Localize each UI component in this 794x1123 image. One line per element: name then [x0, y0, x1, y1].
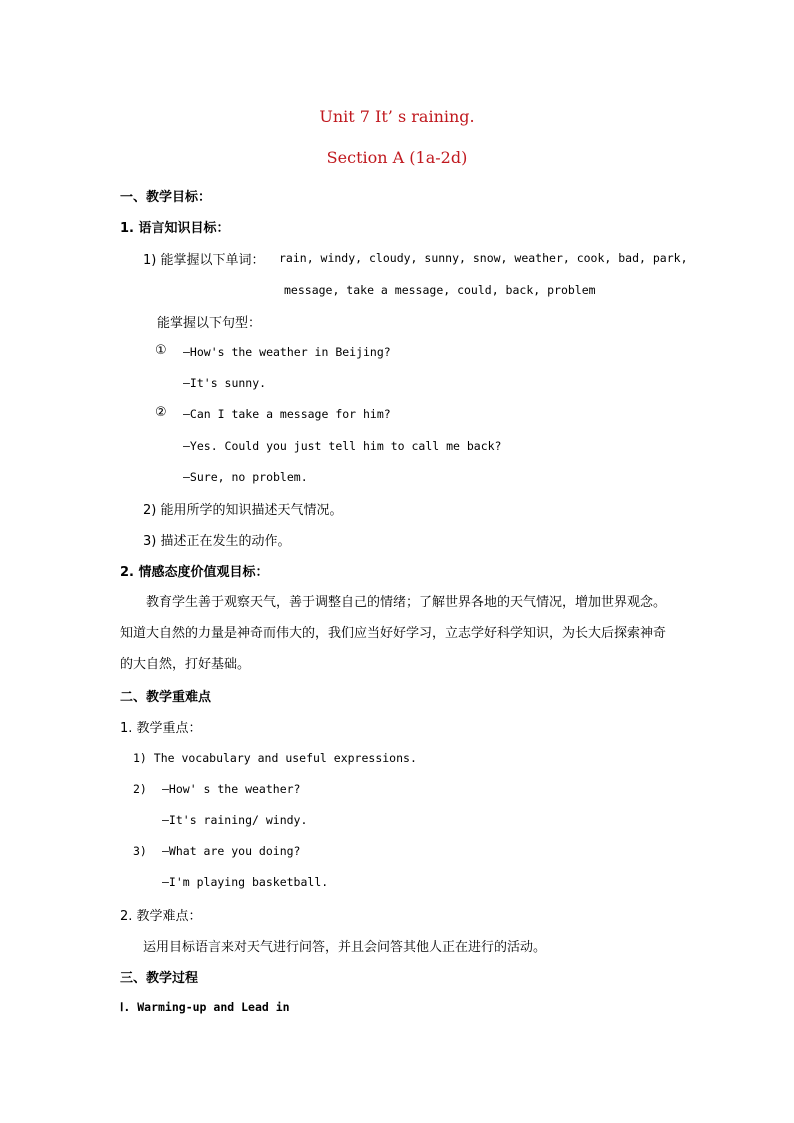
- item-vocabulary-label: 1) 能掌握以下单词：: [143, 253, 265, 268]
- section-heading-objectives: 一、教学目标：: [120, 190, 212, 205]
- item-describe-weather: 2) 能用所学的知识描述天气情况。: [143, 503, 343, 518]
- dialogue-2-number: ②: [155, 405, 167, 420]
- item-vocabulary-words: rain, windy, cloudy, sunny, snow, weather, cook, bad, park,: [279, 251, 688, 265]
- document-title: Unit 7 It’ s raining.: [319, 107, 475, 126]
- item-vocabulary-words-cont: message, take a message, could, back, problem: [284, 283, 596, 297]
- dialogue-2-line-b: —Yes. Could you just tell him to call me back?: [183, 439, 502, 453]
- attitude-paragraph: 教育学生善于观察天气，善于调整自己的情绪；了解世界各地的天气情况，增加世界观念。知道大自然的力量是神奇而伟大的，我们应当好好学习，立志学好科学知识，为长大后探索神奇的大自然，打好基础。: [120, 595, 667, 672]
- focus-item-3-line-a: —What are you doing?: [162, 844, 301, 858]
- dialogue-1-line-b: —It's sunny.: [183, 376, 267, 390]
- focus-item-2-line-b: —It's raining/ windy.: [162, 813, 308, 827]
- dialogue-1-number: ①: [155, 343, 167, 358]
- subheading-language-knowledge: 1. 语言知识目标：: [120, 221, 230, 236]
- subheading-attitude-values: 2. 情感态度价值观目标：: [120, 565, 269, 580]
- subheading-teaching-focus: 1. 教学重点：: [120, 721, 202, 736]
- focus-item-1: 1) The vocabulary and useful expressions.: [133, 751, 417, 765]
- difficulty-text: 运用目标语言来对天气进行问答，并且会问答其他人正在进行的活动。: [143, 940, 547, 955]
- focus-item-2-number: 2): [133, 782, 147, 796]
- step-warming-up: Ⅰ. Warming-up and Lead in: [120, 1000, 290, 1014]
- item-describe-actions: 3) 描述正在发生的动作。: [143, 534, 291, 549]
- dialogue-1-line-a: —How's the weather in Beijing?: [183, 345, 391, 359]
- dialogue-2-line-c: —Sure, no problem.: [183, 470, 308, 484]
- focus-item-3-line-b: —I'm playing basketball.: [162, 875, 329, 889]
- subheading-teaching-difficulty: 2. 教学难点：: [120, 909, 202, 924]
- document-subtitle: Section A (1a-2d): [326, 148, 468, 167]
- section-heading-key-points: 二、教学重难点: [120, 690, 212, 705]
- sentence-patterns-label: 能掌握以下句型：: [157, 316, 262, 331]
- focus-item-2-line-a: —How' s the weather?: [162, 782, 301, 796]
- focus-item-3-number: 3): [133, 844, 147, 858]
- dialogue-2-line-a: —Can I take a message for him?: [183, 407, 391, 421]
- section-heading-procedure: 三、教学过程: [120, 971, 199, 986]
